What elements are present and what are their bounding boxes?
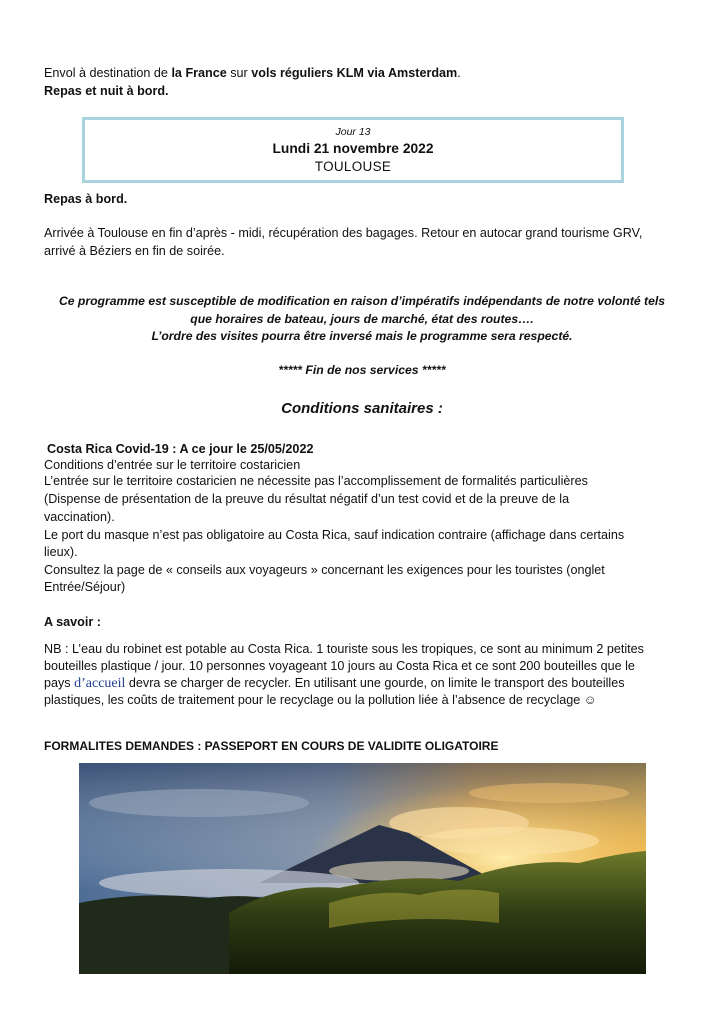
a-savoir-line-2: bouteilles plastique / jour. 10 personnes voyageant 10 jours au Costa Rica et ce sont 200 bouteilles que le	[44, 659, 635, 673]
a-savoir-line-1: NB : L’eau du robinet est potable au Costa Rica. 1 touriste sous les tropiques, ce sont au minimum 2 petites	[44, 642, 644, 656]
intro-text: .	[457, 66, 461, 80]
notice-line-1: Ce programme est susceptible de modification en raison d’impératifs indépendants de notre volonté tels	[58, 294, 666, 308]
covid-line: lieux).	[44, 545, 78, 559]
covid-line: Consultez la page de « conseils aux voyageurs » concernant les exigences pour les touristes (onglet	[44, 563, 605, 577]
formalites-line	[44, 737, 686, 755]
meals-line	[44, 190, 686, 208]
end-services: ***** Fin de nos services *****	[278, 363, 446, 377]
covid-line: vaccination).	[44, 510, 115, 524]
day-header-box	[82, 117, 624, 183]
volcano-landscape-photo	[79, 763, 646, 974]
intro-line-1	[44, 64, 686, 82]
day-date: Lundi 21 novembre 2022	[272, 141, 434, 156]
intro-line-2	[44, 82, 686, 100]
intro-meals: Repas et nuit à bord.	[44, 84, 169, 98]
intro-flights: vols réguliers KLM via Amsterdam	[251, 66, 458, 80]
meals-text: Repas à bord.	[44, 192, 128, 206]
a-savoir-line-4: plastiques, les coûts de traitement pour le recyclage ou la pollution liée à l’absence de recyclage ☺	[44, 693, 597, 707]
intro-text: Envol à destination de	[44, 66, 172, 80]
arrival-line-1: Arrivée à Toulouse en fin d’après - midi, récupération des bagages. Retour en autocar grand tourisme GRV,	[44, 226, 643, 240]
day-city: TOULOUSE	[314, 159, 392, 174]
a-savoir-text: pays	[44, 676, 75, 690]
notice-line-3: L’ordre des visites pourra être inversé mais le programme sera respecté.	[151, 329, 573, 343]
formalites-text: FORMALITES DEMANDES : PASSEPORT EN COURS DE VALIDITE OLIGATOIRE	[44, 739, 499, 753]
covid-line: Entrée/Séjour)	[44, 580, 126, 594]
notice-line-2: que horaires de bateau, jours de marché, état des routes….	[190, 312, 534, 326]
arrival-line-2: arrivé à Béziers en fin de soirée.	[44, 244, 225, 258]
intro-text: sur	[226, 66, 252, 80]
covid-line: L’entrée sur le territoire costaricien ne nécessite pas l’accomplissement de formalités particulières	[44, 474, 588, 488]
covid-line: Le port du masque n’est pas obligatoire au Costa Rica, sauf indication contraire (affichage dans certains	[44, 528, 625, 542]
volcano-landscape-illustration	[79, 763, 646, 974]
covid-line: Conditions d’entrée sur le territoire costaricien	[44, 458, 301, 472]
covid-line: (Dispense de présentation de la preuve du résultat négatif d’un test covid et de la preuve de la	[44, 492, 570, 506]
a-savoir-heading	[44, 613, 686, 631]
accueil-link[interactable]: d’accueil	[74, 676, 126, 691]
a-savoir-heading-text: A savoir :	[44, 615, 101, 629]
covid-heading-text: Costa Rica Covid-19 : A ce jour le 25/05/2022	[47, 442, 314, 456]
a-savoir-text: devra se charger de recycler. En utilisant une gourde, on limite le transport des bouteilles	[125, 676, 625, 690]
day-label: Jour 13	[335, 126, 371, 138]
intro-destination: la France	[171, 66, 227, 80]
conditions-title: Conditions sanitaires :	[281, 400, 443, 417]
